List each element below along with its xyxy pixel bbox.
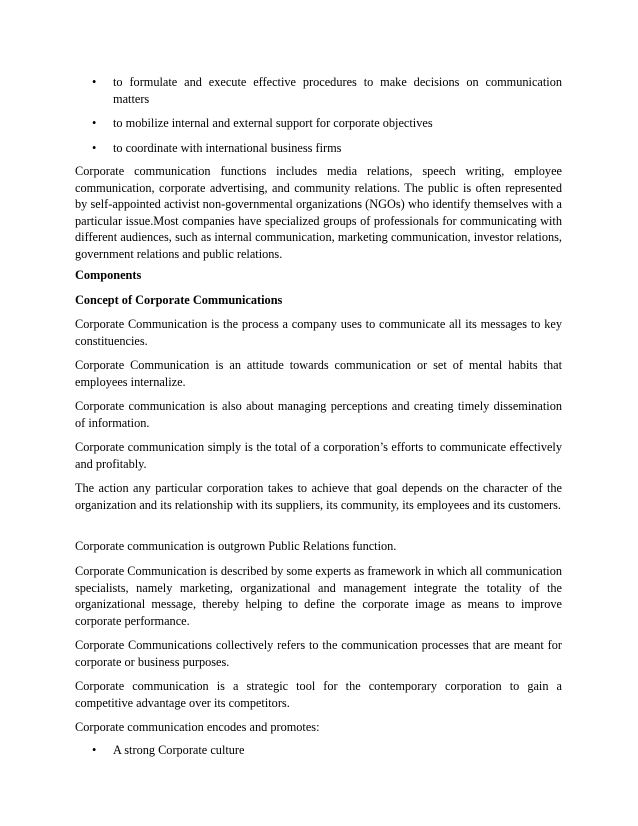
paragraph: Corporate Communication is the process a company uses to communicate all its messages to key constituencies.: [75, 317, 562, 348]
objectives-bullet-list: [75, 74, 562, 156]
bullet-icon: •: [92, 743, 97, 757]
bullet-icon: •: [92, 116, 97, 131]
paragraph: Corporate communication is also about managing perceptions and creating timely dissemination of information.: [75, 399, 562, 430]
paragraph: Corporate Communications collectively refers to the communication processes that are meant for corporate or business purposes.: [75, 638, 562, 669]
paragraph: Corporate communication is outgrown Public Relations function.: [75, 539, 397, 553]
bullet-text: to coordinate with international business firms: [113, 140, 342, 155]
bullet-text: to formulate and execute effective procedures to make decisions on communication matters: [113, 75, 562, 106]
paragraph: Corporate communication encodes and promotes:: [75, 720, 320, 734]
bullet-text: A strong Corporate culture: [113, 743, 245, 757]
paragraph: Corporate communication simply is the total of a corporation’s efforts to communicate effectively and profitably.: [75, 440, 562, 471]
concept-heading: Concept of Corporate Communications: [75, 293, 283, 307]
bullet-item: [75, 74, 562, 107]
bullet-icon: •: [92, 140, 97, 155]
bullet-icon: •: [92, 75, 97, 89]
paragraph: Corporate Communication is an attitude towards communication or set of mental habits that employees internalize.: [75, 358, 562, 389]
bullet-item: [75, 140, 562, 157]
paragraph: The action any particular corporation takes to achieve that goal depends on the character of the organization and its relationship with its suppliers, its community, its employees and its customers.: [75, 481, 562, 512]
intro-paragraph: Corporate communication functions includes media relations, speech writing, employee communication, corporate advertising, and community relations. The public is often represented by self-appointed activist non-governmental organizations (NGOs) who identify themselves with a particular issue.Most companies have specialized groups of professionals for communicating with different audiences, such as internal communication, marketing communication, investor relations, government relations and public relations.: [75, 164, 562, 261]
bullet-item: [75, 115, 562, 132]
bullet-item: [75, 742, 562, 759]
paragraph: Corporate communication is a strategic tool for the contemporary corporation to gain a competitive advantage over its competitors.: [75, 679, 562, 710]
paragraph: Corporate Communication is described by some experts as framework in which all communication specialists, namely marketing, organizational and management integrate the totality of the organizational message, thereby helping to define the corporate image as means to improve corporate performance.: [75, 564, 562, 628]
bullet-text: to mobilize internal and external support for corporate objectives: [113, 116, 433, 131]
promotes-bullet-list: [75, 742, 562, 759]
components-heading: Components: [75, 268, 142, 282]
